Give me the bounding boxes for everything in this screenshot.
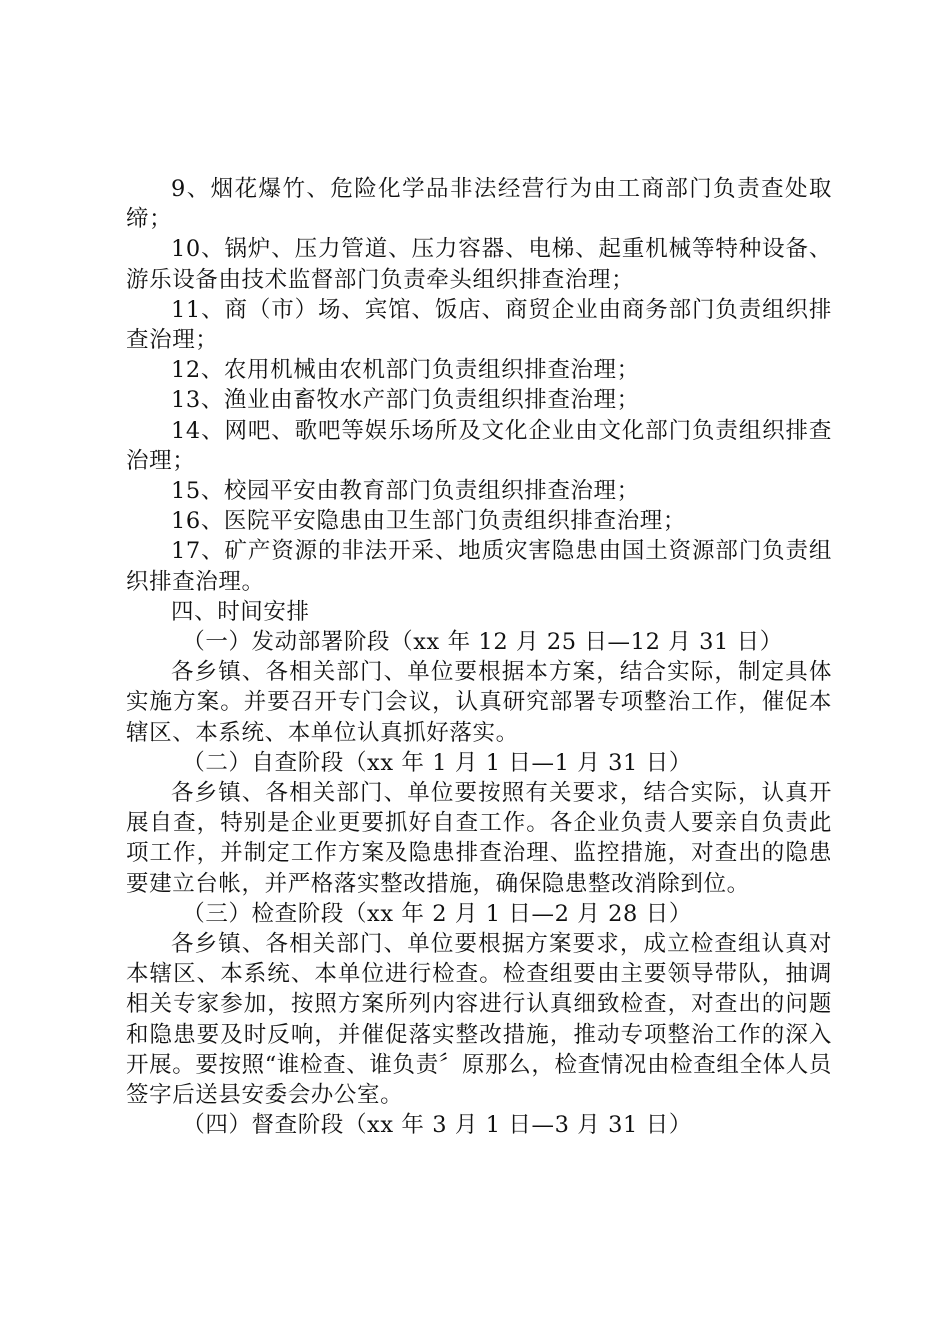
list-item-11: 11、商（市）场、宾馆、饭店、商贸企业由商务部门负责组织排查治理； — [126, 296, 832, 354]
phase-title-2: （二）自查阶段（xx 年 1 月 1 日—1 月 31 日） — [182, 749, 692, 776]
list-item-9: 9、烟花爆竹、危险化学品非法经营行为由工商部门负责查处取缔； — [126, 176, 832, 233]
phase-title-3: （三）检查阶段（xx 年 2 月 1 日—2 月 28 日） — [182, 900, 692, 927]
phase-body-3: 各乡镇、各相关部门、单位要根据方案要求，成立检查组认真对本辖区、本系统、本单位进行检查。检查组要由主要领导带队，抽调相关专家参加，按照方案所列内容进行认真细致检查，对查出的问题和隐患要及时反响，并催促落实整改措施，推动专项整治工作的深入开展。要按照“谁检查、谁负责〞原那么，检查情况由检查组全体人员签字后送县安委会办公室。 — [126, 931, 832, 1109]
list-item-16: 16、医院平安隐患由卫生部门负责组织排查治理； — [171, 508, 686, 535]
list-item-14: 14、网吧、歌吧等娱乐场所及文化企业由文化部门负责组织排查治理； — [126, 417, 832, 474]
document-body — [126, 174, 832, 1141]
phase-title-4: （四）督查阶段（xx 年 3 月 1 日—3 月 31 日） — [182, 1112, 692, 1139]
list-item-13: 13、渔业由畜牧水产部门负责组织排查治理； — [171, 387, 640, 414]
list-item-17: 17、矿产资源的非法开采、地质灾害隐患由国土资源部门负责组织排查治理。 — [126, 538, 832, 595]
list-item-15: 15、校园平安由教育部门负责组织排查治理； — [171, 478, 640, 505]
phase-title-1: （一）发动部署阶段（xx 年 12 月 25 日—12 月 31 日） — [182, 629, 783, 656]
list-item-10: 10、锅炉、压力管道、压力容器、电梯、起重机械等特种设备、游乐设备由技术监督部门负责牵头组织排查治理； — [126, 236, 832, 293]
phase-body-2: 各乡镇、各相关部门、单位要按照有关要求，结合实际，认真开展自查，特别是企业更要抓好自查工作。各企业负责人要亲自负责此项工作，并制定工作方案及隐患排查治理、监控措施，对查出的隐患要建立台帐，并严格落实整改措施，确保隐患整改消除到位。 — [126, 780, 832, 897]
list-item-12: 12、农用机械由农机部门负责组织排查治理； — [171, 357, 640, 384]
section-heading: 四、时间安排 — [171, 598, 310, 625]
phase-body-1: 各乡镇、各相关部门、单位要根据本方案，结合实际，制定具体实施方案。并要召开专门会议，认真研究部署专项整治工作，催促本辖区、本系统、本单位认真抓好落实。 — [126, 659, 832, 746]
